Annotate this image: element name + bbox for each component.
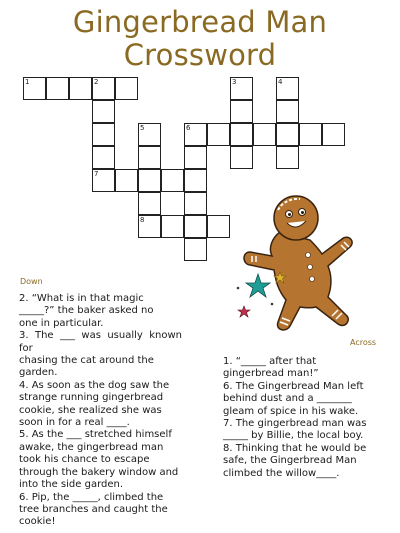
crossword-cell[interactable] [115,77,138,100]
crossword-cell[interactable] [184,169,207,192]
across-clue [223,381,374,418]
crossword-cell[interactable] [161,169,184,192]
clue-line: 3. The ___ was usually known for [19,330,182,354]
stars [237,272,286,317]
crossword-cell[interactable] [138,123,161,146]
down-clue [19,429,182,491]
cookie-head [274,196,318,240]
clue-line: cookie! [19,516,56,528]
crossword-cell[interactable] [230,100,253,123]
crossword-cell[interactable] [276,146,299,169]
across-clue-list [223,356,374,480]
clue-number: 5 [140,124,145,132]
crossword-cell[interactable] [276,77,299,100]
clue-line: 7. The gingerbread man was [223,418,367,430]
clue-line: 8. Thinking that he would be [223,442,367,454]
button-2 [308,265,313,270]
clue-line: gleam of spice in his wake. [223,405,359,417]
crossword-cell[interactable] [299,123,322,146]
across-heading: Across [350,338,377,347]
clue-number: 1 [25,78,30,86]
crossword-cell[interactable] [276,123,299,146]
down-clue [19,380,182,430]
title-line-1: Gingerbread Man [72,5,328,39]
crossword-cell[interactable] [184,215,207,238]
crossword-cell[interactable] [92,169,115,192]
clue-line: soon in for a real ____. [19,417,130,429]
down-heading: Down [20,277,43,286]
button-3 [310,277,315,282]
crossword-cell[interactable] [184,123,207,146]
clue-line: safe, the Gingerbread Man [223,455,357,467]
crossword-cell[interactable] [92,146,115,169]
crossword-cell[interactable] [92,77,115,100]
clue-number: 6 [186,124,191,132]
clue-line: climbed the willow____. [223,467,340,479]
crossword-cell[interactable] [46,77,69,100]
crossword-cell[interactable] [138,192,161,215]
clue-number: 4 [278,78,283,86]
clue-number: 2 [94,78,99,86]
crossword-cell[interactable] [115,169,138,192]
down-clue-list [19,293,182,529]
crossword-cell[interactable] [276,100,299,123]
clue-line: awake, the gingerbread man [19,441,164,453]
clue-line: 5. As the ___ stretched himself [19,429,172,441]
clue-number: 8 [140,216,145,224]
clue-line: gingerbread man!” [223,368,319,380]
clue-line: behind dust and a _______ [223,393,352,405]
clue-line: 1. “_____ after that [223,356,317,367]
crossword-cell[interactable] [184,192,207,215]
crossword-cell[interactable] [322,123,345,146]
crossword-cell[interactable] [69,77,92,100]
crossword-cell[interactable] [138,169,161,192]
button-1 [306,253,311,258]
clue-line: _____?” the baker asked no [19,305,154,317]
crossword-cell[interactable] [253,123,276,146]
gingerbread-cookie [244,196,352,330]
down-clue [19,492,182,529]
clue-line: chasing the cat around the [19,355,154,367]
clue-line: tree branches and caught the [19,503,168,515]
crossword-cell[interactable] [230,123,253,146]
clue-line: 2. “What is in that magic [19,293,144,304]
across-clue [223,356,374,381]
crossword-cell[interactable] [92,123,115,146]
crossword-cell[interactable] [184,146,207,169]
clue-line: 4. As soon as the dog saw the [19,379,170,391]
teal-star-icon [246,274,270,297]
clue-line: through the bakery window and [19,466,179,478]
clue-number: 3 [232,78,237,86]
clue-line: strange running gingerbread [19,392,164,404]
clue-line: _____ by Billie, the local boy. [223,430,364,442]
crossword-cell[interactable] [23,77,46,100]
crossword-cell[interactable] [161,215,184,238]
title-line-2: Crossword [123,38,277,72]
gingerbread-man-illustration [228,192,398,332]
down-clue [19,330,182,380]
crossword-cell[interactable] [230,77,253,100]
crossword-cell[interactable] [207,123,230,146]
clue-line: 6. Pip, the _____, climbed the [19,491,164,503]
clue-line: garden. [19,367,58,379]
clue-line: cookie, she realized she was [19,404,162,416]
crossword-cell[interactable] [230,146,253,169]
red-star-icon [238,306,250,317]
across-clue [223,443,374,480]
clue-line: 6. The Gingerbread Man left [223,380,364,392]
crossword-cell[interactable] [138,215,161,238]
across-clue [223,418,374,443]
clue-line: into the side garden. [19,479,124,491]
clue-line: one in particular. [19,317,104,329]
crossword-cell[interactable] [138,146,161,169]
down-clue [19,293,182,330]
crossword-cell[interactable] [207,215,230,238]
crossword-cell[interactable] [184,238,207,261]
clue-line: took his chance to escape [19,454,150,466]
crossword-cell[interactable] [92,100,115,123]
clue-number: 7 [94,170,99,178]
